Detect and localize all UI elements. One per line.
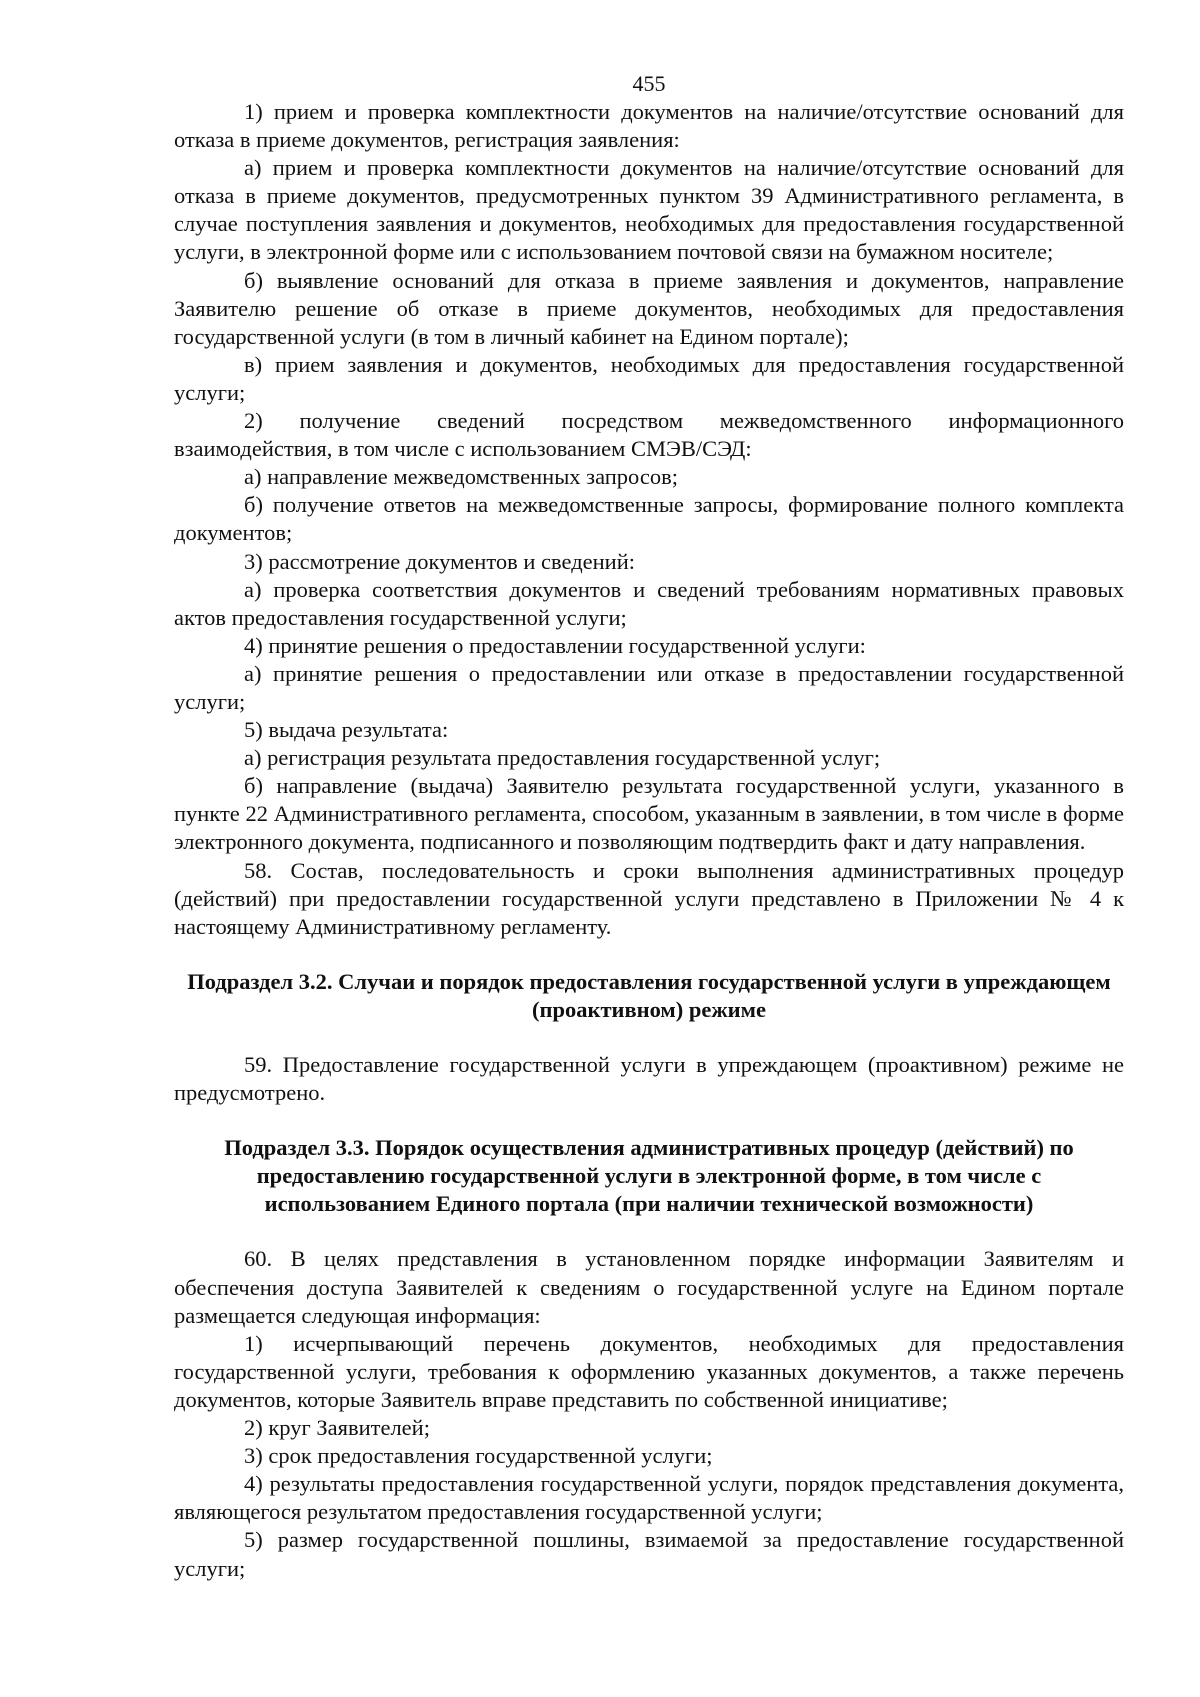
page-number: 455	[632, 71, 666, 96]
paragraph: б) выявление оснований для отказа в приеме заявления и документов, направление Заявителю решение об отказе в приеме документов, необходимых для предоставления государственной услуги (в том в личный кабинет на Едином портале);	[174, 267, 1124, 349]
paragraph: 4) результаты предоставления государственной услуги, порядок представления документа, являющегося результатом предоставления государственной услуги;	[174, 1471, 1124, 1525]
document-page	[174, 70, 1124, 1583]
paragraph: а) проверка соответствия документов и сведений требованиям нормативных правовых актов предоставления государственной услуги;	[174, 576, 1124, 630]
paragraph: 2) получение сведений посредством межведомственного информационного взаимодействия, в том числе с использованием СМЭВ/СЭД:	[174, 408, 1124, 462]
paragraph: 2) круг Заявителей;	[244, 1415, 430, 1441]
paragraph: 1) прием и проверка комплектности документов на наличие/отсутствие оснований для отказа в приеме документов, регистрация заявления:	[174, 99, 1124, 153]
section-heading-3-3: Подраздел 3.3. Порядок осуществления административных процедур (действий) по предоставлению государственной услуги в электронной форме, в том числе с использованием Единого портала (при наличии технической возможности)	[224, 1135, 1074, 1217]
paragraph: 4) принятие решения о предоставлении государственной услуги:	[244, 632, 866, 658]
paragraph: а) принятие решения о предоставлении или отказе в предоставлении государственной услуги;	[174, 660, 1124, 714]
paragraph: б) направление (выдача) Заявителю результата государственной услуги, указанного в пункте 22 Административного регламента, способом, указанным в заявлении, в том числе в форме электронного документа, подписанного и позволяющим подтвердить факт и дату направления.	[174, 773, 1124, 855]
paragraph: б) получение ответов на межведомственные запросы, формирование полного комплекта документов;	[174, 492, 1124, 546]
section-heading-3-2: Подраздел 3.2. Случаи и порядок предоставления государственной услуги в упреждающем (проактивном) режиме	[187, 968, 1111, 1022]
paragraph: 59. Предоставление государственной услуги в упреждающем (проактивном) режиме не предусмотрено.	[174, 1052, 1124, 1106]
section-block-1	[174, 98, 1124, 941]
paragraph: 58. Состав, последовательность и сроки выполнения административных процедур (действий) при предоставлении государственной услуги представлено в Приложении № 4 к настоящему Административному регламенту.	[174, 857, 1124, 939]
section-block-3	[174, 1245, 1124, 1582]
paragraph: 3) рассмотрение документов и сведений:	[244, 548, 636, 574]
paragraph: 60. В целях представления в установленном порядке информации Заявителям и обеспечения доступа Заявителей к сведениям о государственной услуге на Едином портале размещается следующая информация:	[174, 1246, 1124, 1328]
paragraph: в) прием заявления и документов, необходимых для предоставления государственной услуги;	[174, 351, 1124, 405]
paragraph: 5) выдача результата:	[244, 717, 449, 743]
paragraph: а) направление межведомственных запросов;	[244, 464, 678, 490]
paragraph: 3) срок предоставления государственной услуги;	[244, 1443, 713, 1469]
paragraph: 5) размер государственной пошлины, взимаемой за предоставление государственной услуги;	[174, 1527, 1124, 1581]
section-block-2	[174, 1051, 1124, 1107]
paragraph: 1) исчерпывающий перечень документов, необходимых для предоставления государственной услуги, требования к оформлению указанных документов, а также перечень документов, которые Заявитель вправе представить по собственной инициативе;	[174, 1330, 1124, 1412]
paragraph: а) прием и проверка комплектности документов на наличие/отсутствие оснований для отказа в приеме документов, предусмотренных пунктом 39 Административного регламента, в случае поступления заявления и документов, необходимых для предоставления государственной услуги, в электронной форме или с использованием почтовой связи на бумажном носителе;	[174, 155, 1124, 265]
paragraph: а) регистрация результата предоставления государственной услуг;	[244, 745, 881, 771]
